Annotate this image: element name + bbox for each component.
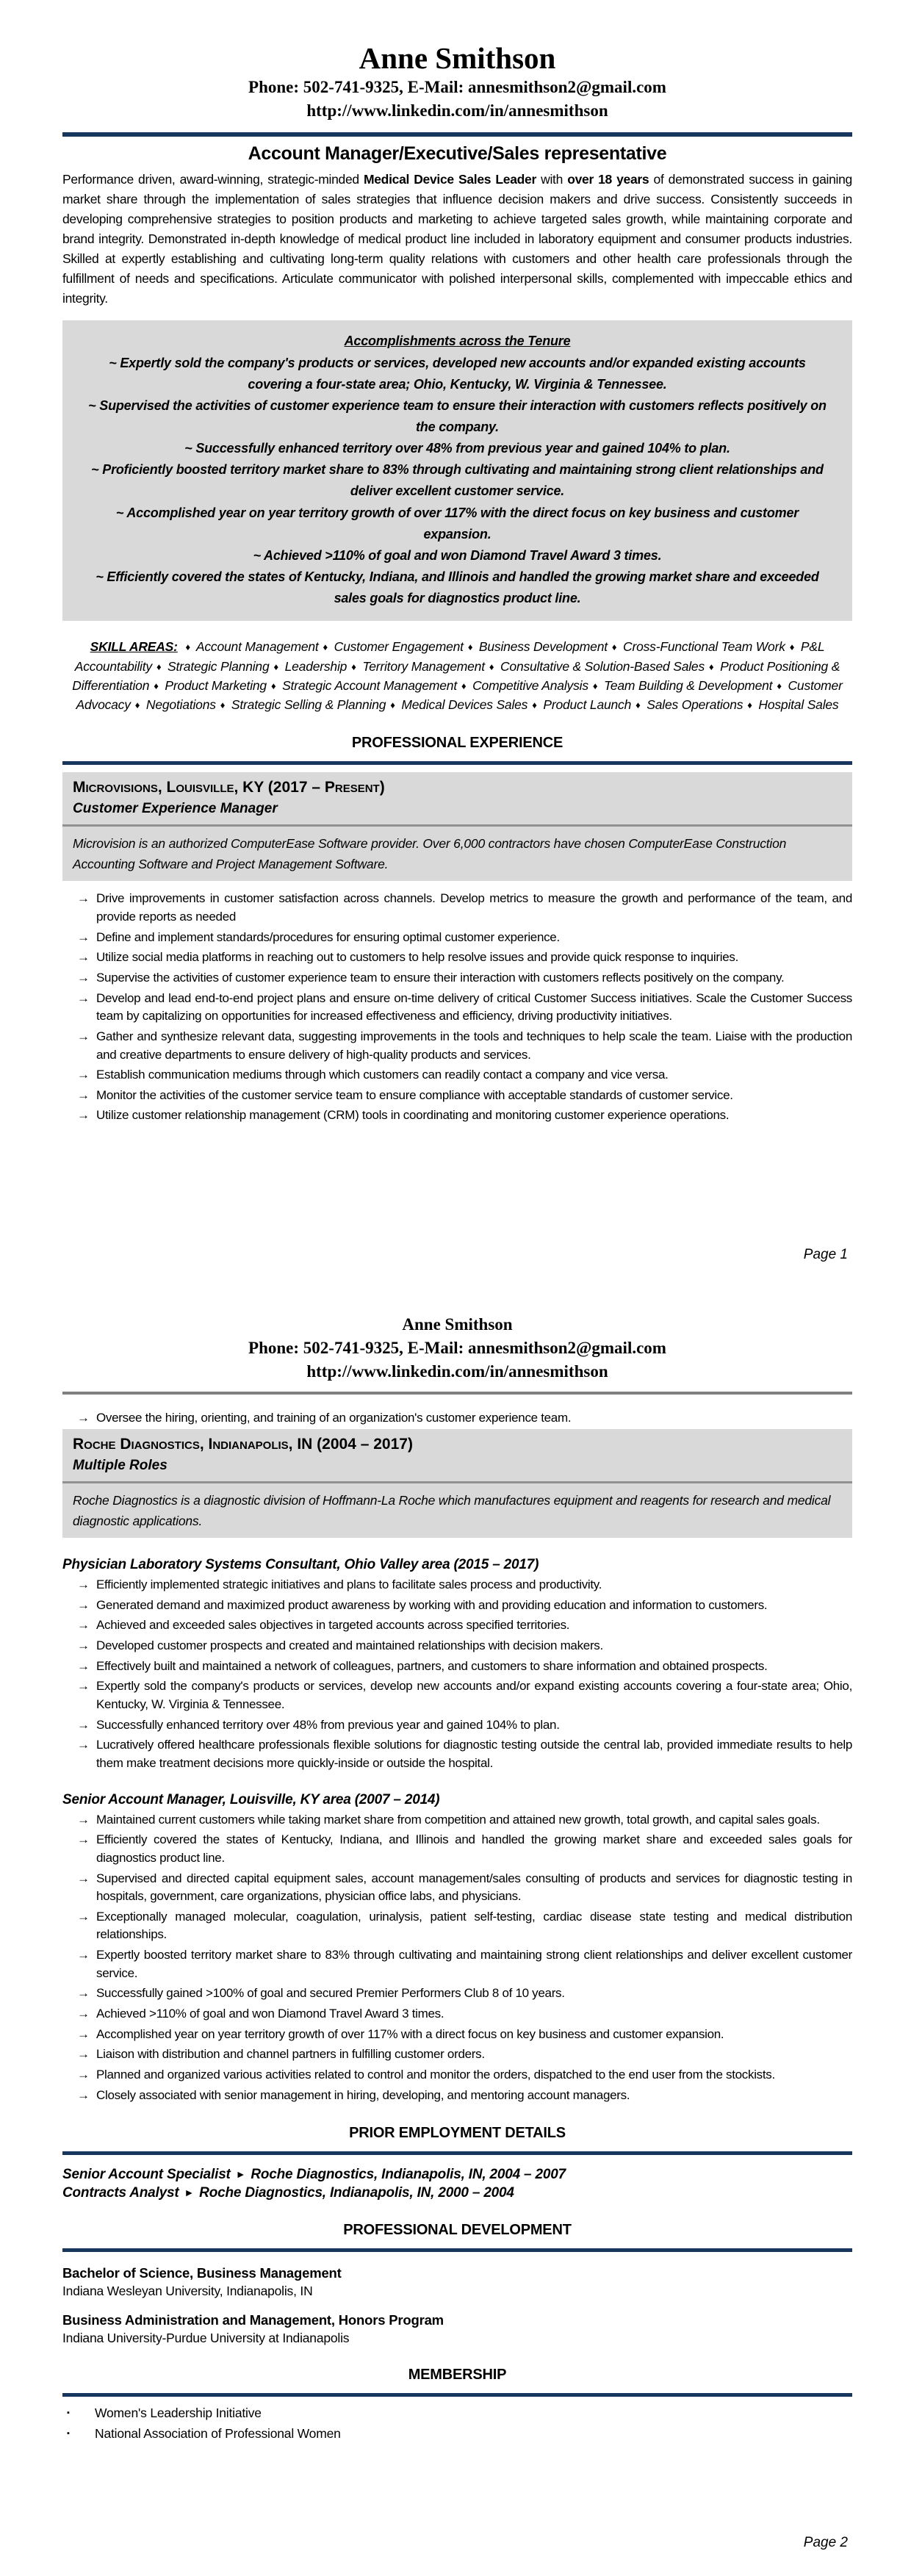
skill-item-label: Product Marketing (165, 677, 267, 693)
section-heading-membership: MEMBERSHIP (408, 2367, 507, 2383)
prior-employment-list (62, 2167, 852, 2201)
bullet-item (62, 1736, 852, 1772)
bullet-item (62, 969, 852, 987)
skill-item-label: Product Launch (543, 697, 632, 713)
arrow-bullet-icon: → (77, 2087, 90, 2102)
role-title-consultant: Physician Laboratory Systems Consultant, Ohio Valley area (2015 – 2017) (62, 1557, 539, 1573)
company-description: Microvision is an authorized ComputerEase Software provider. Over 6,000 contractors have chosen ComputerEase Construction Accounting Software and Project Management Software. (73, 836, 787, 872)
skill-item (464, 639, 608, 654)
accomplishments-box (62, 320, 852, 621)
diamond-icon: ♦ (185, 641, 190, 653)
accomplishment-item: ~ Accomplished year on year territory growth of over 117% with the direct focus on key business and customer expansion. (115, 505, 799, 542)
bullet-text: Monitor the activities of the customer service team to ensure compliance with acceptable standards of customer service. (96, 1087, 733, 1102)
summary-paragraph (62, 170, 852, 309)
skill-item (588, 678, 772, 693)
arrow-bullet-icon: → (77, 2067, 90, 2082)
bullet-item (62, 949, 852, 967)
diamond-icon: ♦ (789, 641, 795, 653)
diamond-icon: ♦ (323, 641, 328, 653)
skill-item-label: Cross-Functional Team Work (623, 639, 785, 655)
skill-item (743, 697, 838, 712)
skill-item-label: Medical Devices Sales (401, 697, 528, 713)
bullet-text: Develop and lead end-to-end project plans and ensure on-time delivery of critical Customer Success initiatives. Scale the Customer Success team by capitalizing on opportunities for increased effectiveness and efficiency, driving productivity initiatives. (96, 990, 852, 1023)
resume-headline: Account Manager/Executive/Sales representative (248, 143, 667, 164)
accomplishments-title: Accomplishments across the Tenure (344, 334, 571, 349)
education-list (62, 2265, 852, 2346)
job-title: Multiple Roles (73, 1457, 168, 1473)
accomplishment-item: ~ Efficiently covered the states of Kentucky, Indiana, and Illinois and handled the growing market share and exceeded sales goals for diagnostics product line. (96, 569, 819, 606)
education-school: Indiana Wesleyan University, Indianapolis, IN (62, 2284, 313, 2299)
jobbox-separator (62, 824, 852, 827)
skill-item (631, 697, 743, 712)
accomplishment-item: ~ Expertly sold the company's products or services, developed new accounts and/or expanded existing accounts covering a four-state area; Ohio, Kentucky, W. Virginia & Tennessee. (109, 355, 806, 392)
bullet-text: Achieved and exceeded sales objectives in targeted accounts across specified territories. (96, 1618, 570, 1633)
bullet-item (62, 929, 852, 947)
job-title: Customer Experience Manager (73, 800, 278, 816)
arrow-bullet-icon: → (77, 1618, 90, 1633)
skill-item-label: Strategic Planning (168, 658, 270, 674)
summary-bold-2: over 18 years (567, 171, 649, 187)
arrow-bullet-icon: → (77, 1948, 90, 1962)
arrow-bullet-icon: → (77, 1738, 90, 1752)
arrow-bullet-icon: → (77, 1638, 90, 1653)
education-degree: Bachelor of Science, Business Management (62, 2265, 342, 2281)
bullet-item (62, 1409, 852, 1428)
arrow-bullet-icon: → (77, 1909, 90, 1924)
skill-item (527, 697, 631, 712)
arrow-bullet-icon: → (77, 1658, 90, 1673)
diamond-icon: ♦ (467, 641, 473, 653)
bullet-text: Efficiently implemented strategic initiatives and plans to facilitate sales process and productivity. (96, 1577, 602, 1592)
page-number-1: Page 1 (803, 1247, 848, 1262)
bullet-item (62, 2046, 852, 2064)
bullet-text: Liaison with distribution and channel partners in fulfilling customer orders. (96, 2047, 485, 2062)
arrow-bullet-icon: → (77, 1597, 90, 1612)
diamond-icon: ♦ (709, 661, 714, 672)
bullet-text: Expertly sold the company's products or services, develop new accounts and/or expand existing accounts covering a four-state area; Ohio, Kentucky, W. Virginia & Tennessee. (96, 1679, 852, 1712)
bullet-item (62, 990, 852, 1026)
summary-text-1: Performance driven, award-winning, strategic-minded (62, 171, 364, 187)
bullet-item (62, 2066, 852, 2084)
skill-item (267, 678, 457, 693)
accomplishment-item: ~ Successfully enhanced territory over 48% from previous year and gained 104% to plan. (184, 441, 730, 456)
arrow-bullet-icon: → (77, 1577, 90, 1592)
bullet-text: Expertly boosted territory market share to 83% through cultivating and maintaining strong client relationships and deliver excellent customer service. (96, 1948, 852, 1980)
job1-bullet-list (62, 890, 852, 1125)
arrow-bullet-icon: → (77, 929, 90, 944)
diamond-icon: ♦ (390, 699, 395, 711)
bullet-text: Successfully enhanced territory over 48% from previous year and gained 104% to plan. (96, 1717, 560, 1732)
candidate-name: Anne Smithson (359, 41, 556, 75)
skill-item-label: Strategic Account Management (282, 677, 457, 693)
arrow-bullet-icon: → (77, 1410, 90, 1425)
arrow-bullet-icon: → (77, 1812, 90, 1827)
header-divider (62, 132, 852, 137)
bullet-item (62, 2087, 852, 2105)
arrow-bullet-icon: → (77, 1986, 90, 2001)
skill-item (608, 639, 785, 654)
skill-item-label: Leadership (284, 658, 348, 674)
bullet-item (62, 1028, 852, 1064)
membership-list (62, 2406, 852, 2442)
diamond-icon: ♦ (777, 680, 782, 691)
triangle-icon: ► (184, 2187, 195, 2199)
skill-item-label: Customer Engagement (334, 639, 464, 655)
bullet-text: Supervise the activities of customer experience team to ensure their interaction with customers reflects positively on the company. (96, 970, 785, 985)
skill-item-label: Hospital Sales (758, 697, 839, 713)
resume-page-2 (0, 1288, 911, 2576)
bullet-text: Define and implement standards/procedures for ensuring optimal customer experience. (96, 929, 560, 944)
section-heading-prior-employment: PRIOR EMPLOYMENT DETAILS (349, 2125, 566, 2142)
prior-details: Roche Diagnostics, Indianapolis, IN, 2000 – 2004 (199, 2185, 514, 2201)
section-divider (62, 2248, 852, 2252)
section-heading-professional-development: PROFESSIONAL DEVELOPMENT (343, 2222, 572, 2239)
education-item (62, 2265, 852, 2299)
triangle-icon: ► (235, 2168, 246, 2181)
prior-role: Contracts Analyst (62, 2185, 179, 2201)
prior-details: Roche Diagnostics, Indianapolis, IN, 2004 – 2007 (251, 2167, 566, 2183)
bullet-text: Maintained current customers while taking market share from competition and attained new growth, total growth, and capital sales goals. (96, 1812, 820, 1827)
bullet-text: Successfully gained >100% of goal and secured Premier Performers Club 8 of 10 years. (96, 1986, 565, 2001)
skill-areas-label: SKILL AREAS: (90, 639, 178, 655)
skill-item-label: Sales Operations (647, 697, 743, 713)
skill-item-label: Competitive Analysis (472, 677, 588, 693)
job1-continued-bullet-list (62, 1409, 852, 1428)
arrow-bullet-icon: → (77, 2026, 90, 2041)
bullet-item (62, 1597, 852, 1615)
education-school: Indiana University-Purdue University at Indianapolis (62, 2331, 350, 2346)
bullet-text: Utilize social media platforms in reaching out to customers to help resolve issues and provide quick response to inquiries. (96, 950, 738, 965)
bullet-text: Achieved >110% of goal and won Diamond Travel Award 3 times. (96, 2007, 444, 2021)
skill-item-label: Consultative & Solution-Based Sales (500, 658, 705, 674)
bullet-text: Lucratively offered healthcare professionals flexible solutions for diagnostic testing outside the central lab, provided immediate results to help them make treatment decisions more quickly-inside or outside the hospital. (96, 1738, 852, 1770)
skill-item-label: Business Development (478, 639, 608, 655)
candidate-name-page2: Anne Smithson (402, 1315, 513, 1334)
diamond-icon: ♦ (747, 699, 752, 711)
arrow-bullet-icon: → (77, 990, 90, 1005)
bullet-text: Accomplished year on year territory growth of over 117% with a direct focus on key business and customer expansion. (96, 2026, 724, 2041)
summary-text-2: with (536, 171, 568, 187)
section-divider (62, 2151, 852, 2155)
bullet-text: Efficiently covered the states of Kentucky, Indiana, and Illinois and handled the growing market share and exceeded sales goals for diagnostics product line. (96, 1832, 852, 1865)
bullet-item (62, 1870, 852, 1906)
skill-item-label: Product Positioning & Differentiation (72, 658, 840, 693)
diamond-icon: ♦ (611, 641, 617, 653)
bullet-text: Drive improvements in customer satisfaction across channels. Develop metrics to measure the growth and performance of the team, and provide reports as needed (96, 891, 852, 924)
section-heading-professional-experience: PROFESSIONAL EXPERIENCE (351, 735, 563, 752)
skill-item-label: Strategic Selling & Planning (231, 697, 386, 713)
job-header-microvisions (62, 772, 852, 881)
skill-item (181, 639, 318, 654)
diamond-icon: ♦ (220, 699, 226, 711)
skill-item (319, 639, 464, 654)
skill-item-label: Territory Management (362, 658, 485, 674)
diamond-icon: ♦ (489, 661, 494, 672)
arrow-bullet-icon: → (77, 1871, 90, 1885)
accomplishments-list (82, 353, 833, 610)
section-divider (62, 761, 852, 765)
membership-item (62, 2426, 852, 2442)
bullet-item (62, 2005, 852, 2023)
bullet-text: Gather and synthesize relevant data, suggesting improvements in the tools and techniques to help scale the team. Liaise with the production and creative departments to ensure delivery of high-quality products and services. (96, 1029, 852, 1062)
diamond-icon: ♦ (532, 699, 537, 711)
bullet-text: Effectively built and maintained a network of colleagues, partners, and customers to share information and obtained prospects. (96, 1658, 768, 1673)
arrow-bullet-icon: → (77, 1068, 90, 1082)
bullet-text: Oversee the hiring, orienting, and training of an organization's customer experience team. (96, 1410, 572, 1425)
accomplishment-item: ~ Achieved >110% of goal and won Diamond Travel Award 3 times. (253, 547, 662, 563)
arrow-bullet-icon: → (77, 1087, 90, 1102)
page2-header-divider (62, 1392, 852, 1395)
page-number-2: Page 2 (803, 2535, 848, 2550)
bullet-text: Developed customer prospects and created and maintained relationships with decision makers. (96, 1638, 603, 1653)
bullet-item (62, 1946, 852, 1982)
bullet-item (62, 1908, 852, 1944)
square-bullet-icon: ▪ (67, 2429, 70, 2439)
diamond-icon: ♦ (270, 680, 276, 691)
square-bullet-icon: ▪ (67, 2408, 70, 2418)
skill-item (386, 697, 527, 712)
skill-item-label: Negotiations (145, 697, 216, 713)
skill-item-label: Account Management (195, 639, 319, 655)
skill-item-label: Team Building & Development (603, 677, 773, 693)
diamond-icon: ♦ (351, 661, 356, 672)
diamond-icon: ♦ (273, 661, 278, 672)
prior-employment-item (62, 2185, 852, 2201)
summary-text-3: of demonstrated success in gaining market share through the implementation of sales strategies that influence decision makers and drive success. Consistently succeeds in developing comprehensive strategies to position products and marketing to achieve targeted sales growth, while maintaining corporate and brand integrity. Demonstrated in-depth knowledge of medical product line included in laboratory equipment and consumer products industries. Skilled at expertly establishing and cultivating long-term quality relations with customers and other health care professionals through the fulfillment of needs and specifications. Articulate communicator with polished interpersonal skills, complemented with impeccable ethics and integrity. (62, 171, 852, 306)
role1-bullet-list (62, 1576, 852, 1772)
diamond-icon: ♦ (154, 680, 159, 691)
skill-item (457, 678, 588, 693)
contact-phone-email-page2: Phone: 502-741-9325, E-Mail: annesmithson2@gmail.com (248, 1339, 666, 1358)
accomplishment-item: ~ Proficiently boosted territory market share to 83% through cultivating and maintaining strong client relationships and deliver excellent customer service. (91, 462, 824, 499)
membership-text: National Association of Professional Women (95, 2426, 341, 2442)
bullet-item (62, 1658, 852, 1676)
diamond-icon: ♦ (156, 661, 162, 672)
bullet-item (62, 2026, 852, 2044)
bullet-item (62, 1616, 852, 1635)
skill-item-label: Customer Advocacy (76, 677, 843, 713)
bullet-item (62, 1576, 852, 1594)
skill-item (149, 678, 267, 693)
skill-item-label: P&L Accountability (74, 639, 825, 674)
education-item (62, 2312, 852, 2346)
role2-bullet-list (62, 1811, 852, 2105)
education-degree: Business Administration and Management, Honors Program (62, 2312, 444, 2328)
bullet-text: Closely associated with senior management in hiring, developing, and mentoring account managers. (96, 2087, 630, 2102)
prior-role: Senior Account Specialist (62, 2167, 231, 2183)
arrow-bullet-icon: → (77, 891, 90, 906)
accomplishment-item: ~ Supervised the activities of customer experience team to ensure their interaction with customers reflects positively on the company. (88, 397, 827, 435)
membership-text: Women's Leadership Initiative (95, 2406, 262, 2421)
bullet-item (62, 890, 852, 926)
arrow-bullet-icon: → (77, 2007, 90, 2021)
bullet-text: Utilize customer relationship management (CRM) tools in coordinating and monitoring customer experience operations. (96, 1108, 730, 1123)
job-header-roche (62, 1429, 852, 1538)
bullet-text: Exceptionally managed molecular, coagulation, urinalysis, patient self-testing, cardiac disease state testing and medical distribution relationships. (96, 1909, 852, 1942)
arrow-bullet-icon: → (77, 1679, 90, 1694)
arrow-bullet-icon: → (77, 950, 90, 965)
bullet-item (62, 1831, 852, 1867)
arrow-bullet-icon: → (77, 1108, 90, 1123)
job-company-line: Microvisions, Louisville, KY (2017 – Present) (73, 779, 385, 796)
summary-bold-1: Medical Device Sales Leader (363, 171, 536, 187)
company-description: Roche Diagnostics is a diagnostic division of Hoffmann-La Roche which manufactures equipment and reagents for research and medical diagnostic applications. (73, 1493, 831, 1529)
diamond-icon: ♦ (134, 699, 140, 711)
arrow-bullet-icon: → (77, 2047, 90, 2062)
bullet-text: Planned and organized various activities related to control and monitor the orders, dispatched to the end user from the stockists. (96, 2067, 775, 2082)
skill-item (269, 659, 347, 674)
arrow-bullet-icon: → (77, 1832, 90, 1847)
skill-item (347, 659, 485, 674)
bullet-item (62, 1066, 852, 1084)
arrow-bullet-icon: → (77, 1029, 90, 1043)
bullet-item (62, 1811, 852, 1830)
membership-item (62, 2406, 852, 2421)
bullet-text: Establish communication mediums through which customers can readily contact a company and vice versa. (96, 1068, 669, 1082)
bullet-item (62, 1985, 852, 2003)
bullet-item (62, 1107, 852, 1125)
skill-areas (62, 637, 852, 714)
bullet-item (62, 1637, 852, 1655)
bullet-item (62, 1087, 852, 1105)
bullet-text: Generated demand and maximized product awareness by working with and providing education and information to customers. (96, 1597, 768, 1612)
diamond-icon: ♦ (592, 680, 598, 691)
diamond-icon: ♦ (635, 699, 641, 711)
bullet-item (62, 1677, 852, 1713)
prior-employment-item (62, 2167, 852, 2183)
jobbox-separator (62, 1481, 852, 1483)
skill-areas-list (72, 639, 842, 712)
linkedin-url-page2[interactable]: http://www.linkedin.com/in/annesmithson (306, 1362, 608, 1381)
skill-item (131, 697, 216, 712)
contact-phone-email: Phone: 502-741-9325, E-Mail: annesmithson2@gmail.com (248, 78, 666, 97)
skill-item (216, 697, 386, 712)
bullet-item (62, 1716, 852, 1735)
linkedin-url[interactable]: http://www.linkedin.com/in/annesmithson (306, 101, 608, 120)
bullet-text: Supervised and directed capital equipment sales, account management/sales consulting of products and services for diagnostic testing in hospitals, government, care organizations, physician office labs, and physicians. (96, 1871, 852, 1904)
role-title-senior-account-manager: Senior Account Manager, Louisville, KY area (2007 – 2014) (62, 1791, 440, 1807)
arrow-bullet-icon: → (77, 1717, 90, 1732)
skill-item (152, 659, 270, 674)
section-divider (62, 2393, 852, 2397)
job-company-line: Roche Diagnostics, Indianapolis, IN (2004 – 2017) (73, 1436, 413, 1453)
skill-item (485, 659, 705, 674)
diamond-icon: ♦ (461, 680, 467, 691)
arrow-bullet-icon: → (77, 970, 90, 985)
